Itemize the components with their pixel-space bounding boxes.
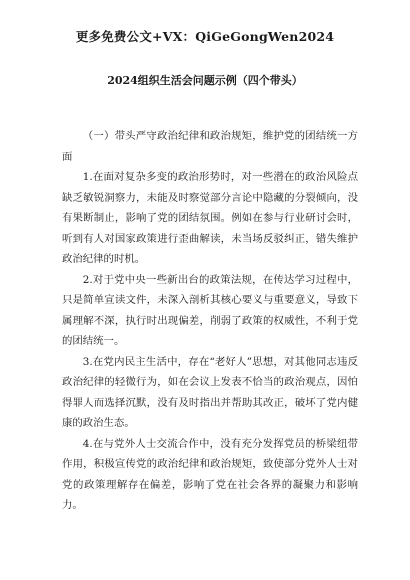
document-body: [62, 126, 358, 516]
document-title: 2024组织生活会问题示例（四个带头）: [107, 74, 303, 87]
paragraph-2: 2.对于党中央一些新出台的政策法规，在传达学习过程中，只是简单宣读文件，未深入剖析其核心要义与重要意义，导致下属理解不深，执行时出现偏差，削弱了政策的权威性，不利于党的团结统一。: [62, 273, 358, 347]
paragraph-1: 1.在面对复杂多变的政治形势时，对一些潜在的政治风险点缺乏敏锐洞察力，未能及时察觉部分言论中隐藏的分裂倾向，没有果断制止，影响了党的团结氛围。例如在参与行业研讨会时，听到有人对国家政策进行歪曲解读，未当场反驳纠正，错失维护政治纪律的时机。: [62, 171, 358, 265]
paragraph-4: 4.在与党外人士交流合作中，没有充分发挥党员的桥梁纽带作用，积极宣传党的政治纪律和政治规矩，致使部分党外人士对党的政策理解存在偏差，影响了党在社会各界的凝聚力和影响力。: [62, 437, 358, 511]
promo-header: 更多免费公文+VX：QiGeGongWen2024: [75, 29, 335, 44]
paragraph-3: 3.在党内民主生活中，存在“老好人”思想，对其他同志违反政治纪律的轻微行为，如在会议上发表不恰当的政治观点，因怕得罪人而选择沉默，没有及时指出并帮助其改正，破坏了党内健康的政治生态。: [62, 355, 358, 429]
section-heading: （一）带头严守政治纪律和政治规矩，维护党的团结统一方面: [62, 130, 358, 163]
